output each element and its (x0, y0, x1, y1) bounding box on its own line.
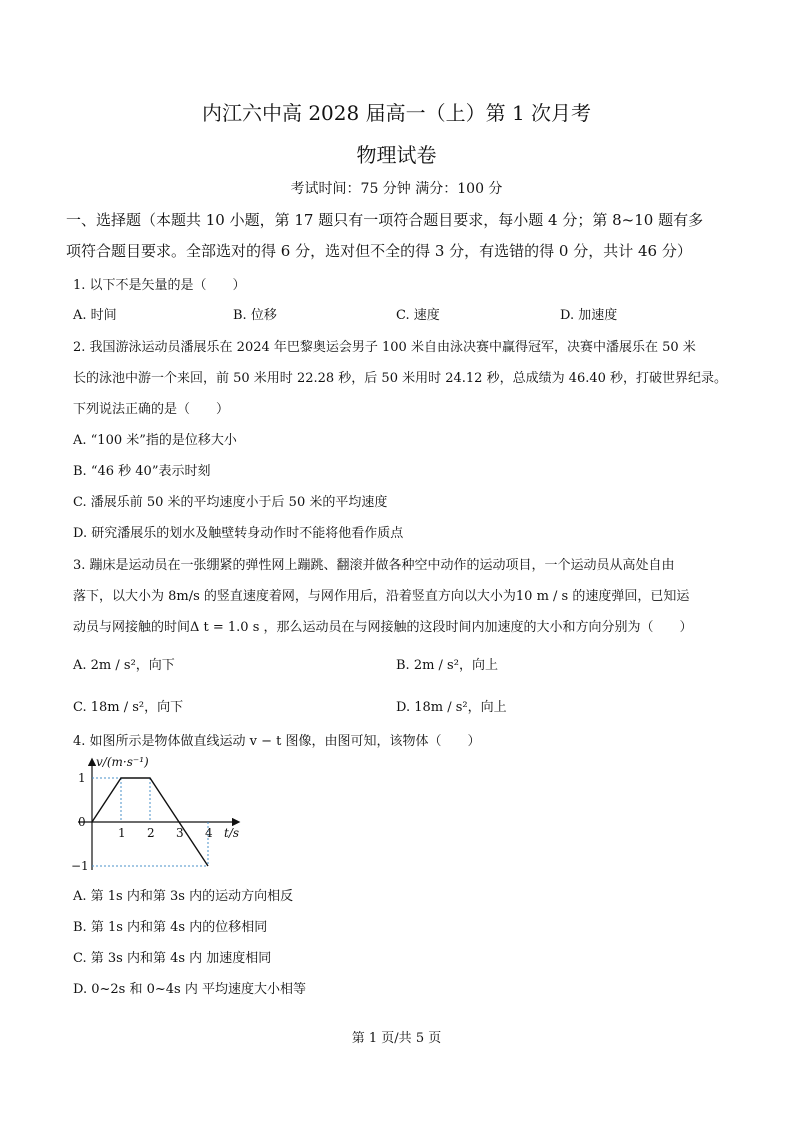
q2-line1: 2. 我国游泳运动员潘展乐在 2024 年巴黎奥运会男子 100 米自由泳决赛中赢得冠军，决赛中潘展乐在 50 米 (73, 340, 696, 355)
q3-line1: 3. 蹦床是运动员在一张绷紧的弹性网上蹦跳、翻滚并做各种空中动作的运动项目，一个运动员从高处自由 (73, 558, 675, 573)
q4-stem: 4. 如图所示是物体做直线运动 v − t 图像，由图可知，该物体（ ） (73, 734, 481, 749)
q3-line2: 落下，以大小为 8m/s 的竖直速度着网，与网作用后，沿着竖直方向以大小为10 m / s 的速度弹回，已知运 (73, 589, 690, 604)
q1-stem: 1. 以下不是矢量的是（ ） (73, 278, 246, 293)
exam-subtitle: 物理试卷 (356, 143, 437, 167)
exam-info: 考试时间：75 分钟 满分：100 分 (290, 181, 503, 197)
x-tick-label: 2 (147, 826, 155, 840)
y-tick-label: 1 (78, 771, 86, 785)
q1-option-c: C. 速度 (396, 308, 440, 323)
q1-option-a: A. 时间 (73, 308, 117, 323)
q2-option-a: A. “100 米”指的是位移大小 (73, 433, 237, 448)
y-tick-label: 0 (78, 815, 86, 829)
q2-line3: 下列说法正确的是（ ） (73, 402, 230, 417)
q3-option-a: A. 2m / s²，向下 (73, 658, 175, 673)
q2-option-c: C. 潘展乐前 50 米的平均速度小于后 50 米的平均速度 (73, 495, 388, 510)
q2-line2: 长的泳池中游一个来回，前 50 米用时 22.28 秒，后 50 米用时 24.12 秒，总成绩为 46.40 秒，打破世界纪录。 (73, 371, 728, 386)
q3-option-d: D. 18m / s²，向上 (396, 700, 507, 715)
vt-graph (70, 752, 250, 882)
y-tick-label: −1 (71, 859, 89, 873)
section-heading-line1: 一、选择题（本题共 10 小题，第 17 题只有一项符合题目要求，每小题 4 分；第 8~10 题有多 (66, 211, 704, 229)
x-axis-label: t/s (224, 826, 240, 840)
q3-line3: 动员与网接触的时间Δ t = 1.0 s ，那么运动员在与网接触的这段时间内加速度的大小和方向分别为（ ） (73, 620, 693, 635)
q4-option-d: D. 0~2s 和 0~4s 内 平均速度大小相等 (73, 982, 306, 997)
q4-option-c: C. 第 3s 内和第 4s 内 加速度相同 (73, 951, 272, 966)
q4-option-a: A. 第 1s 内和第 3s 内的运动方向相反 (73, 889, 294, 904)
x-tick-label: 1 (118, 826, 126, 840)
q2-option-b: B. “46 秒 40”表示时刻 (73, 464, 211, 479)
page-number: 第 1 页/共 5 页 (351, 1031, 442, 1046)
q1-option-b: B. 位移 (233, 308, 277, 323)
x-tick-label: 3 (176, 826, 184, 840)
q4-option-b: B. 第 1s 内和第 4s 内的位移相同 (73, 920, 268, 935)
y-axis-label: v/(m·s⁻¹) (96, 755, 149, 769)
exam-title: 内江六中高 2028 届高一（上）第 1 次月考 (201, 101, 592, 125)
section-heading-line2: 项符合题目要求。全部选对的得 6 分，选对但不全的得 3 分，有选错的得 0 分，共计 46 分） (66, 242, 692, 260)
q3-option-c: C. 18m / s²，向下 (73, 700, 184, 715)
x-tick-label: 4 (205, 826, 213, 840)
q3-option-b: B. 2m / s²，向上 (396, 658, 498, 673)
q1-option-d: D. 加速度 (560, 308, 618, 323)
q2-option-d: D. 研究潘展乐的划水及触壁转身动作时不能将他看作质点 (73, 526, 404, 541)
